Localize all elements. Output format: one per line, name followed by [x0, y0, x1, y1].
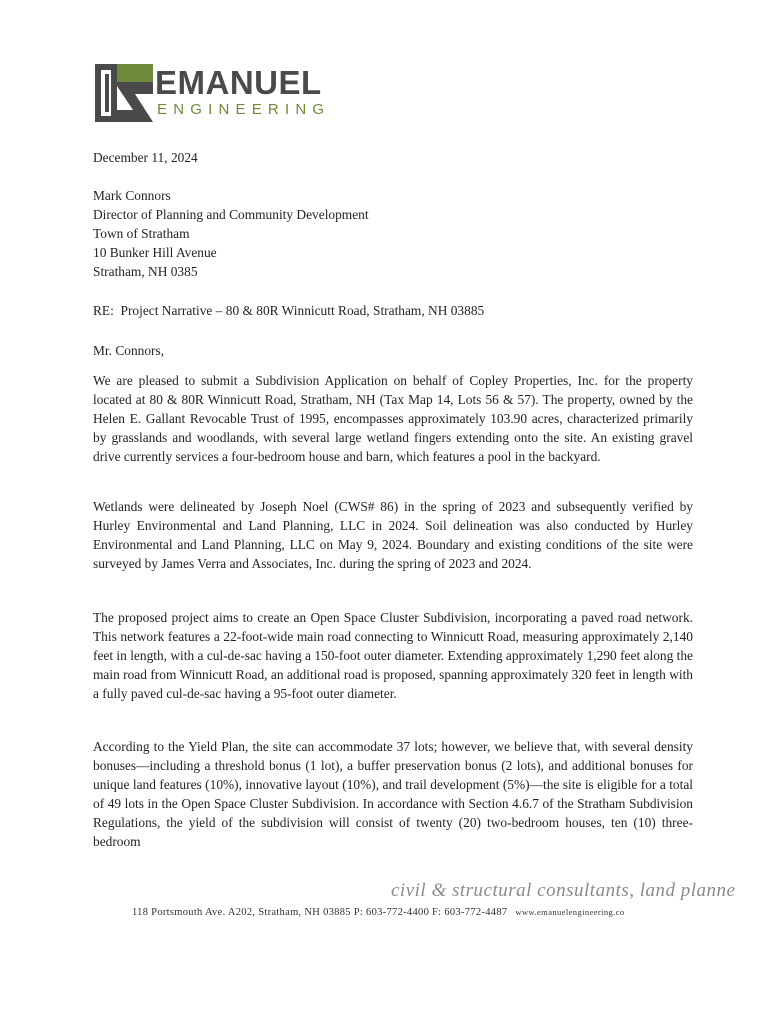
subject-line: RE: Project Narrative – 80 & 80R Winnicutt Road, Stratham, NH 03885 [93, 303, 485, 318]
body-paragraph: The proposed project aims to create an Open Space Cluster Subdivision, incorporating a paved road network. This network features a 22-foot-wide main road connecting to Winnicutt Road, measuring approximately 2,140 feet in length, with a cul-de-sac having a 150-foot outer diameter. Extending approximately 1,290 feet along the main road from Winnicutt Road, an additional road is proposed, spanning approximately 320 feet in length with a fully paved cul-de-sac having a 95-foot outer diameter. [93, 610, 693, 701]
recipient-organization: Town of Stratham [93, 226, 190, 241]
recipient-name: Mark Connors [93, 188, 171, 203]
recipient-title: Director of Planning and Community Development [93, 207, 369, 222]
logo-mark-icon [95, 64, 155, 124]
logo-subtitle: ENGINEERING [157, 101, 331, 118]
body-paragraph: According to the Yield Plan, the site can accommodate 37 lots; however, we believe that, with several density bonuses—including a threshold bonus (1 lot), a buffer preservation bonus (2 lots), and additional bonuses for unique land features (10%), innovative layout (10%), and trail development (5%)—the site is eligible for a total of 49 lots in the Open Space Cluster Subdivision. In accordance with Section 4.6.7 of the Stratham Subdivision Regulations, the yield of the subdivision will consist of twenty (20) two-bedroom houses, ten (10) three-bedroom [93, 739, 693, 849]
recipient-address [93, 186, 693, 281]
logo-wordmark: EMANUEL [155, 64, 322, 101]
recipient-city: Stratham, NH 0385 [93, 264, 198, 279]
body-paragraph: Wetlands were delineated by Joseph Noel (CWS# 86) in the spring of 2023 and subsequently verified by Hurley Environmental and Land Planning, LLC in 2024. Soil delineation was also conducted by Hurley Environmental and Land Planning, LLC on May 9, 2024. Boundary and existing conditions of the site were surveyed by James Verra and Associates, Inc. during the spring of 2023 and 2024. [93, 499, 693, 571]
recipient-street: 10 Bunker Hill Avenue [93, 245, 217, 260]
body-paragraph: We are pleased to submit a Subdivision Application on behalf of Copley Properties, Inc. for the property located at 80 & 80R Winnicutt Road, Stratham, NH (Tax Map 14, Lots 56 & 57). The property, owned by the Helen E. Gallant Revocable Trust of 1995, encompasses approximately 103.90 acres, characterized primarily by grasslands and woodlands, with several large wetland fingers extending onto the site. An existing gravel drive currently services a four-bedroom house and barn, which features a pool in the backyard. [93, 373, 693, 464]
footer-contact [132, 907, 770, 918]
company-logo [95, 64, 345, 124]
footer-website: www.emanuelengineering.co [515, 907, 625, 917]
salutation: Mr. Connors, [93, 343, 165, 358]
footer-tagline: civil & structural consultants, land planne [391, 880, 736, 901]
footer-address: 118 Portsmouth Ave. A202, Stratham, NH 03885 P: 603-772-4400 F: 603-772-4487 [132, 907, 508, 918]
letter-date: December 11, 2024 [93, 150, 198, 165]
